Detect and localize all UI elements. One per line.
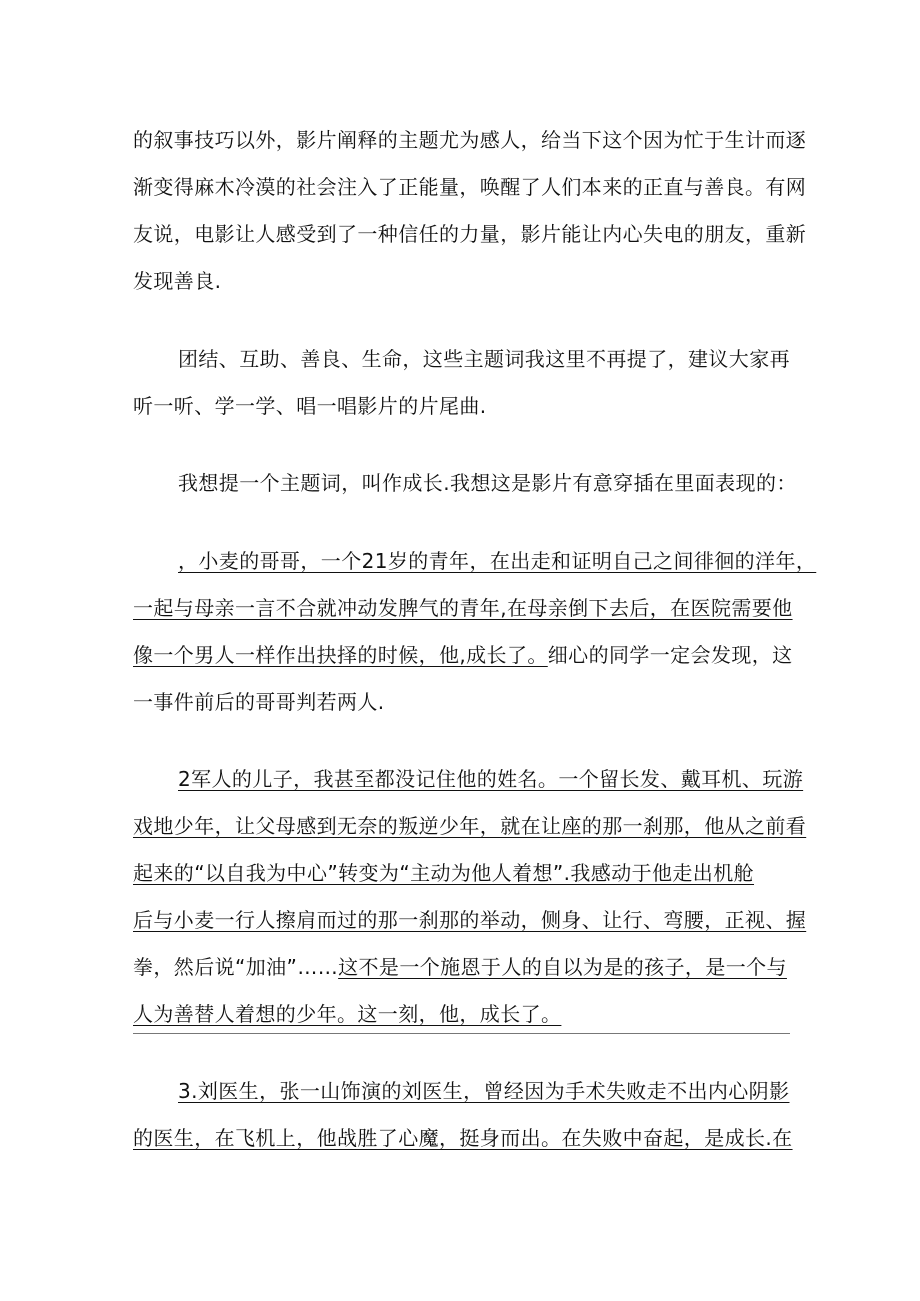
paragraph-1-line-1: 的叙事技巧以外，影片阐释的主题尤为感人，给当下这个因为忙于生计而逐 [133,128,807,152]
paragraph-4-line-4: 一事件前后的哥哥判若两人. [133,690,385,714]
paragraph-2-line-1: 团结、互助、善良、生命，这些主题词我这里不再提了，建议大家再 [178,347,790,371]
paragraph-5-line-6: 人为善替人着想的少年。这一刻，他，成长了。 [133,1002,562,1026]
paragraph-5-line-5 [133,952,787,982]
divider-rule [133,1033,790,1034]
paragraph-4-line-3 [133,640,793,670]
paragraph-6-line-2: 的医生，在飞机上，他战胜了心魔，挺身而出。在失败中奋起，是成长.在 [133,1126,793,1150]
paragraph-5-line-2: 戏地少年，让父母感到无奈的叛逆少年，就在让座的那一刹那，他从之前看 [133,814,807,838]
paragraph-4-line-3-plain: 细心的同学一定会发现，这 [547,643,793,667]
paragraph-1-line-3: 友说，电影让人感受到了一种信任的力量，影片能让内心失电的朋友，重新 [133,222,807,246]
paragraph-5-line-5-underlined: 这不是一个施恩于人的自以为是的孩子，是一个与 [338,955,787,979]
paragraph-5-line-3: 起来的“以自我为中心”转变为“主动为他人着想”.我感动于他走出机舱 [133,861,755,885]
paragraph-2-line-2: 听一听、学一学、唱一唱影片的片尾曲. [133,394,487,418]
paragraph-5-line-4: 后与小麦一行人擦肩而过的那一刹那的举动，侧身、让行、弯腰，正视、握 [133,908,807,932]
paragraph-1-line-4: 发现善良. [133,269,222,293]
paragraph-5-line-1: 2军人的儿子，我甚至都没记住他的姓名。一个留长发、戴耳机、玩游 [178,767,804,791]
paragraph-1-line-2: 渐变得麻木冷漠的社会注入了正能量，唤醒了人们本来的正直与善良。有网 [133,175,807,199]
paragraph-6-line-1: 3.刘医生，张一山饰演的刘医生，曾经因为手术失败走不出内心阴影 [178,1079,790,1103]
paragraph-4-line-1: ，小麦的哥哥，一个21岁的青年，在出走和证明自己之间徘徊的洋年， [178,549,817,573]
paragraph-4-line-3-underlined: 像一个男人一样作出抉择的时候，他,成长了。 [133,643,548,667]
paragraph-5-line-5-plain: 拳，然后说“加油”…… [133,955,339,979]
paragraph-4-line-2: 一起与母亲一言不合就冲动发脾气的青年,在母亲倒下去后，在医院需要他 [133,596,793,620]
paragraph-3-line-1: 我想提一个主题词，叫作成长.我想这是影片有意穿插在里面表现的： [178,471,797,495]
